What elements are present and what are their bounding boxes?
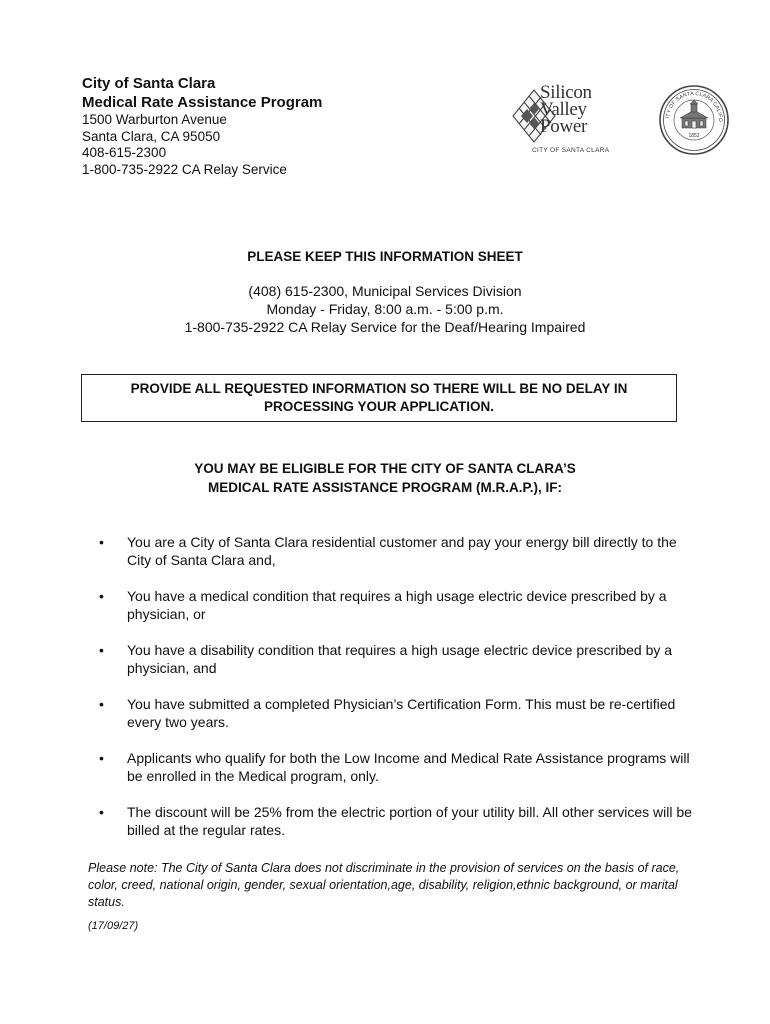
eligibility-line-1: YOU MAY BE ELIGIBLE FOR THE CITY OF SANTA CLARA’S bbox=[194, 461, 576, 476]
list-item-text: Applicants who qualify for both the Low Income and Medical Rate Assistance programs will be enrolled in the Medical program, only. bbox=[127, 750, 690, 784]
phone-number: 408-615-2300 bbox=[82, 145, 167, 160]
logo-word-power: Power bbox=[540, 116, 588, 137]
contact-phone: (408) 615-2300, Municipal Services Division bbox=[248, 283, 522, 299]
logo-word-valley: Valley bbox=[540, 99, 587, 120]
eligibility-heading bbox=[0, 459, 770, 497]
list-item-text: The discount will be 25% from the electric portion of your utility bill. All other services will be billed at the regular rates. bbox=[127, 804, 692, 838]
notice-box bbox=[81, 374, 677, 422]
city-seal-icon bbox=[658, 84, 730, 156]
address-street: 1500 Warburton Avenue bbox=[82, 112, 227, 127]
eligibility-criteria-list bbox=[94, 533, 694, 857]
svg-text:1852: 1852 bbox=[688, 133, 700, 139]
organization-header bbox=[82, 74, 412, 178]
list-item-text: You are a City of Santa Clara residential customer and pay your energy bill directly to the City of Santa Clara and, bbox=[127, 534, 677, 568]
list-item bbox=[94, 803, 694, 839]
notice-line-2: PROCESSING YOUR APPLICATION. bbox=[263, 399, 494, 414]
bullet-icon: • bbox=[99, 534, 104, 550]
list-item bbox=[94, 749, 694, 785]
list-item bbox=[94, 587, 694, 623]
logo-word-silicon: Silicon bbox=[540, 82, 592, 103]
list-item-text: You have a medical condition that requires a high usage electric device prescribed by a physician, or bbox=[127, 588, 667, 622]
logo-wordmark bbox=[540, 84, 592, 135]
bullet-icon: • bbox=[99, 642, 104, 658]
bullet-icon: • bbox=[99, 696, 104, 712]
list-item bbox=[94, 533, 694, 569]
non-discrimination-note: Please note: The City of Santa Clara does not discriminate in the provision of services on the basis of race, color, creed, national origin, gender, sexual orientation,age, disability, religion,ethnic background, or marital status. bbox=[88, 861, 680, 909]
relay-service: 1-800-735-2922 CA Relay Service bbox=[82, 161, 287, 177]
org-name: City of Santa Clara bbox=[82, 75, 216, 92]
program-name: Medical Rate Assistance Program bbox=[82, 94, 323, 111]
list-item-text: You have submitted a completed Physician’s Certification Form. This must be re-certified every two years. bbox=[127, 696, 676, 730]
logo-subtitle: CITY OF SANTA CLARA bbox=[532, 147, 610, 154]
list-item bbox=[94, 641, 694, 677]
contact-info bbox=[0, 282, 770, 336]
list-item-text: You have a disability condition that requires a high usage electric device prescribed by a physician, and bbox=[127, 642, 673, 676]
eligibility-line-2: MEDICAL RATE ASSISTANCE PROGRAM (M.R.A.P.), IF: bbox=[207, 480, 562, 495]
contact-hours: Monday - Friday, 8:00 a.m. - 5:00 p.m. bbox=[266, 301, 504, 317]
notice-line-1: PROVIDE ALL REQUESTED INFORMATION SO THERE WILL BE NO DELAY IN bbox=[130, 381, 628, 396]
contact-relay: 1-800-735-2922 CA Relay Service for the Deaf/Hearing Impaired bbox=[184, 319, 586, 335]
bullet-icon: • bbox=[99, 750, 104, 766]
keep-info-heading: PLEASE KEEP THIS INFORMATION SHEET bbox=[247, 249, 523, 264]
revision-code: (17/09/27) bbox=[88, 920, 139, 932]
bullet-icon: • bbox=[99, 804, 104, 820]
address-city: Santa Clara, CA 95050 bbox=[82, 128, 221, 144]
list-item bbox=[94, 695, 694, 731]
svg-text:THE CITY OF SANTA CLARA CALIFO: ITY OF SANTA CLARA CALIFO bbox=[665, 90, 724, 122]
silicon-valley-power-logo bbox=[511, 80, 621, 160]
bullet-icon: • bbox=[99, 588, 104, 604]
